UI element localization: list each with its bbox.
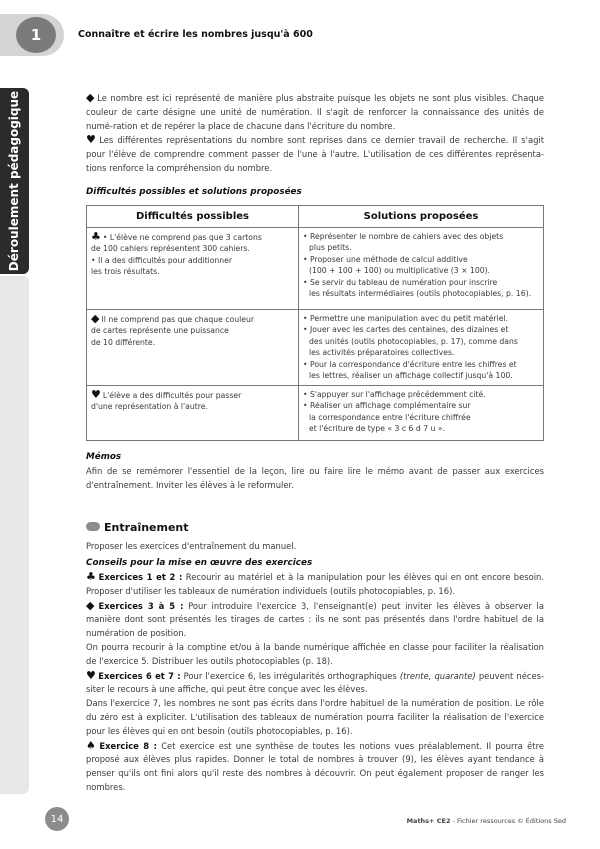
column-header: Solutions proposées (299, 206, 544, 228)
diamond-icon: ◆ (86, 91, 96, 104)
difficulties-table (86, 205, 544, 441)
column-header: Difficultés possibles (87, 206, 299, 228)
diamond-icon: ◆ (91, 312, 100, 325)
section-bullet-icon (86, 522, 100, 531)
table-row (87, 228, 544, 310)
memos-heading: Mémos (86, 452, 122, 462)
page-number: 14 (45, 807, 69, 831)
memos-section (86, 452, 544, 493)
table-row (87, 310, 544, 386)
diamond-icon: ◆ (86, 598, 97, 612)
table-cell: • Représenter le nombre de cahiers avec des objets plus petits. • Proposer une méthode de calcul additive (100 + 100 + 100) ou multiplicative (3 × 100). • Se servir du tableau de numération pour inscrire les résultats intermédiaires (outils photocopiables, p. 16). (299, 228, 544, 310)
club-icon: ♣ (91, 230, 101, 243)
table-cell: ♥ L'élève a des difficultés pour passer d'une représentation à l'autre. (87, 386, 299, 441)
heart-icon: ♥ (86, 668, 97, 682)
difficulties-heading: Difficultés possibles et solutions proposées (86, 187, 302, 197)
table-cell: • Permettre une manipulation avec du petit matériel. • Jouer avec les cartes des centaines, des dizaines et des unités (outils photocopiables, p. 17), comme dans les activités préparatoires collectives. • Pour la correspondance d'écriture entre les chiffres et les lettres, réaliser un affichage collectif jusqu'à 100. (299, 310, 544, 386)
exercise-advice: ♠ Exercice 8 : Cet exercice est une synthèse de toutes les notions vues préalablement. Il pourra être proposé aux élèves plus rapides. Donner le total de nombres à trouver (9), les élèves ayant tendance à penser qu'ils ont fini alors qu'il reste des nombres à découvrir. On peut également proposer de ranger les nombres. (86, 738, 544, 792)
memos-text: Afin de se remémorer l'essentiel de la leçon, lire ou faire lire le mémo avant de passer aux exercices d'entraînement. Inviter les élèves à le reformuler. (86, 466, 544, 490)
side-margin (0, 276, 29, 794)
entrainement-heading: Entraînement (104, 521, 189, 534)
footer-credit: Maths+ CE2 - Fichier ressources © Éditions Sed (406, 817, 566, 825)
table-header-row (87, 206, 544, 228)
club-icon: ♣ (86, 570, 97, 583)
intro-section (86, 91, 544, 176)
heart-icon: ♥ (91, 388, 101, 401)
exercise-advice-cont: On pourra recourir à la comptine et/ou à la bande numérique affichée en classe pour faciliter la réalisation de l'exercice 5. Distribuer les outils photocopiables (p. 18). (86, 641, 544, 666)
heart-icon: ♥ (86, 133, 98, 147)
intro-paragraph: ◆ Le nombre est ici représenté de manière plus abstraite puisque les objets ne sont plus visibles. Chaque couleur de carte désigne une unité de numération. Il s'agit de renforcer la connaissance des unités de numé-ration et de repérer la place de chacune dans l'écriture du nombre. (86, 91, 544, 131)
intro-paragraph: ♥ Les différentes représentations du nombre sont reprises dans ce dernier travail de recherche. Il s'agit pour l'élève de comprendre comment passer de l'une à l'autre. L'utilisation de ces différentes représenta-tions renforce la compréhension du nombre. (86, 133, 544, 173)
table-cell: • S'appuyer sur l'affichage précédemment cité. • Réaliser un affichage complémentaire sur la correspondance entre l'écriture chiffrée et l'écriture de type « 3 c 6 d 7 u ». (299, 386, 544, 441)
spade-icon: ♠ (86, 738, 98, 752)
exercise-advice-cont: Dans l'exercice 7, les nombres ne sont pas écrits dans l'ordre habituel de la numération de position. Le rôle du zéro est à expliciter. L'utilisation des tableaux de numération pourra faciliter la réalisation de l'exercice pour les élèves qui en ont besoin (outils photocopiables, p. 16). (86, 698, 544, 736)
exercise-advice: ♣ Exercices 1 et 2 : Recourir au matériel et à la manipulation pour les élèves qui en ont encore besoin. Proposer d'utiliser les tableaux de numération individuels (outils photocopiables, p. 16). (86, 570, 545, 596)
difficulties-table-wrap (86, 205, 544, 441)
conseils-heading: Conseils pour la mise en œuvre des exercices (86, 558, 313, 568)
table-cell: ◆ Il ne comprend pas que chaque couleur de cartes représente une puissance de 10 différente. (87, 310, 299, 386)
entrainement-section (86, 516, 544, 554)
chapter-number: 1 (16, 17, 56, 53)
exercise-advice: ◆ Exercices 3 à 5 : Pour introduire l'exercice 3, l'enseignant(e) peut inviter les élèves à observer la manière dont sont présentés les tirages de cartes : ils ne sont pas présentés dans l'ordre habituel de la numération de position. (86, 598, 544, 639)
conseils-section (86, 558, 544, 795)
entrainement-text: Proposer les exercices d'entraînement du manuel. (86, 541, 297, 551)
side-tab-label: Déroulement pédagogique (7, 90, 21, 272)
chapter-title: Connaître et écrire les nombres jusqu'à 600 (78, 29, 313, 40)
exercise-advice: ♥ Exercices 6 et 7 : Pour l'exercice 6, les irrégularités orthographiques (trente, quarante) peuvent néces-siter le recours à une affiche, qui peut être conçue avec les élèves. (86, 668, 544, 695)
table-row (87, 386, 544, 441)
table-cell: ♣ • L'élève ne comprend pas que 3 cartons de 100 cahiers représentent 300 cahiers. • Il a des difficultés pour additionner les trois résultats. (87, 228, 299, 310)
